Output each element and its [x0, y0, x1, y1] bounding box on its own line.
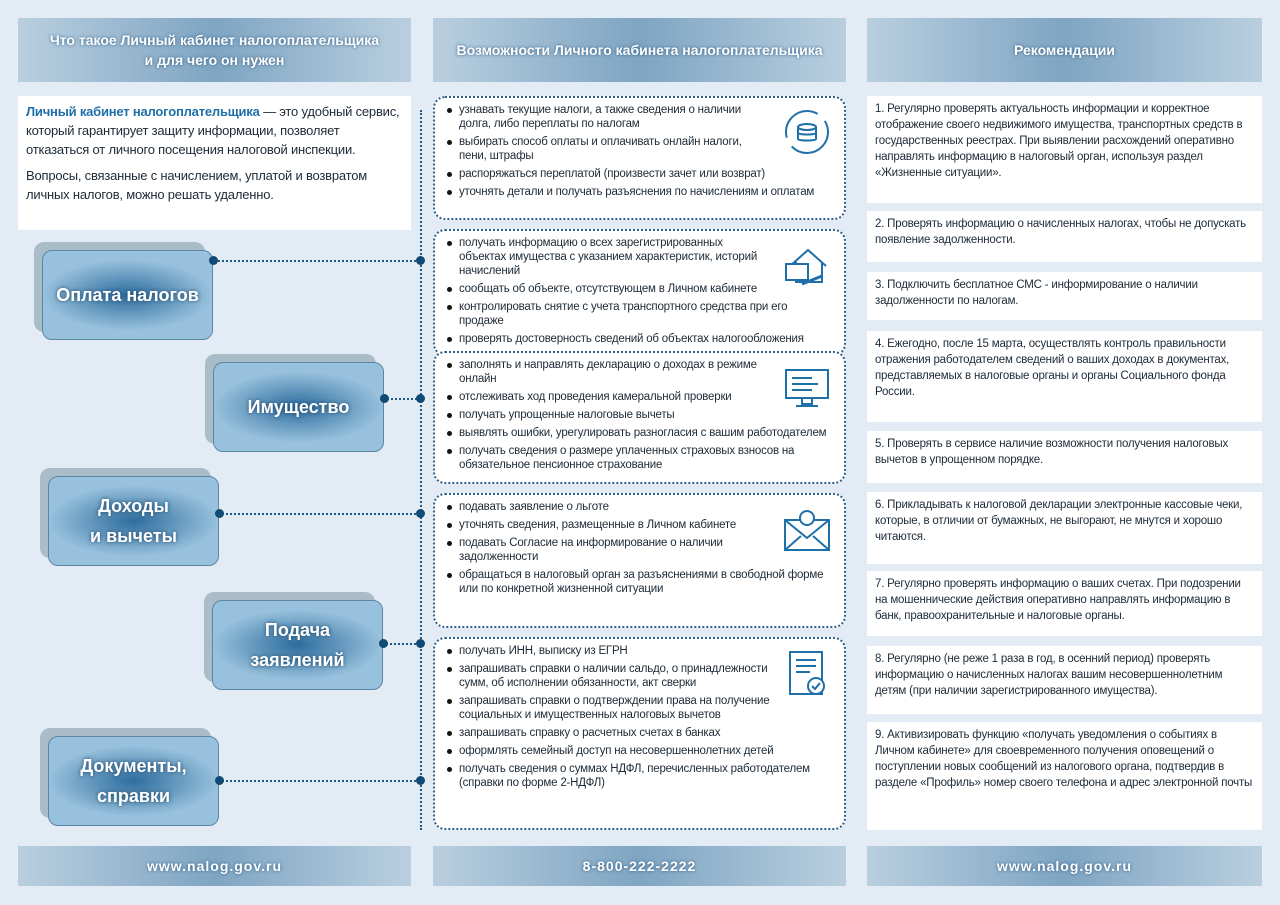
header-features: Возможности Личного кабинета налогоплательщика [433, 18, 846, 82]
recommendation-item: 4. Ежегодно, после 15 марта, осуществлять контроль правильности отражения работодателем сведений о ваших доходах в документах, представляемых в налоговые органы и органы Социального фонда России. [867, 331, 1262, 422]
recommendation-item: 6. Прикладывать к налоговой декларации электронные кассовые чеки, которые, в отличии от бумажных, не выгорают, не мнутся и хорошо читаются. [867, 492, 1262, 564]
connector-dot [416, 509, 425, 518]
feature-box [433, 351, 846, 484]
recommendation-item: 9. Активизировать функцию «получать уведомления о событиях в Личном кабинете» для своевременного получения оповещений о поступлении новых сообщений из налогового органа, подтвердив в разделе «Профиль» номер своего телефона и адрес электронной почты [867, 722, 1262, 830]
recommendation-item: 7. Регулярно проверять информацию о ваших счетах. При подозрении на мошеннические действия оперативно направлять информацию в банк, правоохранительные и налоговые органы. [867, 571, 1262, 636]
feature-item: получать сведения о размере уплаченных страховых взносов на обязательное пенсионное страхование [443, 444, 834, 472]
category-label: Доходы и вычеты [48, 476, 219, 566]
feature-box [433, 96, 846, 220]
connector-line [384, 398, 420, 400]
feature-item: узнавать текущие налоги, а также сведения о наличии долга, либо переплаты по налогам [443, 103, 834, 131]
feature-box [433, 493, 846, 628]
website-link-right[interactable]: www.nalog.gov.ru [867, 846, 1262, 886]
feature-box [433, 637, 846, 830]
feature-item: получать сведения о суммах НДФЛ, перечисленных работодателем (справки по форме 2-НДФЛ) [443, 762, 834, 790]
category-card[interactable] [42, 250, 213, 340]
connector-dot [416, 394, 425, 403]
intro-p1: — это удобный сервис, который гарантирует защиту информации, позволяет отказаться от личного посещения налоговой инспекции. [26, 104, 400, 157]
feature-item: запрашивать справки о наличии сальдо, о принадлежности сумм, об исполнении обязанности, акт сверки [443, 662, 834, 690]
intro-p2: Вопросы, связанные с начислением, уплатой и возвратом личных налогов, можно решать удаленно. [26, 168, 368, 202]
recommendation-item: 2. Проверять информацию о начисленных налогах, чтобы не допускать появление задолженности. [867, 211, 1262, 262]
feature-item: получать информацию о всех зарегистрированных объектах имущества с указанием характеристик, историй начислений [443, 236, 834, 278]
connector-dot [209, 256, 218, 265]
category-card[interactable] [48, 736, 219, 826]
feature-item: отслеживать ход проведения камеральной проверки [443, 390, 834, 404]
feature-item: получать упрощенные налоговые вычеты [443, 408, 834, 422]
category-label: Имущество [213, 362, 384, 452]
hotline-phone: 8-800-222-2222 [433, 846, 846, 886]
feature-item: уточнять сведения, размещенные в Личном кабинете [443, 518, 834, 532]
connector-line [420, 110, 422, 830]
feature-list [443, 103, 834, 199]
feature-item: подавать Согласие на информирование о наличии задолженности [443, 536, 834, 564]
header-what-is: Что такое Личный кабинет налогоплательщика и для чего он нужен [18, 18, 411, 82]
category-label: Подача заявлений [212, 600, 383, 690]
recommendation-item: 3. Подключить бесплатное СМС - информирование о наличии задолженности по налогам. [867, 272, 1262, 320]
category-label: Документы, справки [48, 736, 219, 826]
recommendation-item: 8. Регулярно (не реже 1 раза в год, в осенний период) проверять информацию о начисленных налогах вашим несовершеннолетним детям (при наличии зарегистрированного имущества). [867, 646, 1262, 714]
connector-dot [416, 256, 425, 265]
feature-item: уточнять детали и получать разъяснения по начислениям и оплатам [443, 185, 834, 199]
intro-bold: Личный кабинет налогоплательщика [26, 104, 260, 119]
connector-dot [215, 509, 224, 518]
feature-list [443, 358, 834, 472]
category-card[interactable] [213, 362, 384, 452]
recommendation-item: 5. Проверять в сервисе наличие возможности получения налоговых вычетов в упрощенном порядке. [867, 431, 1262, 483]
feature-item: выбирать способ оплаты и оплачивать онлайн налоги, пени, штрафы [443, 135, 834, 163]
feature-item: обращаться в налоговый орган за разъяснениями в свободной форме или по конкретной жизненной ситуации [443, 568, 834, 596]
feature-list [443, 644, 834, 790]
connector-dot [416, 776, 425, 785]
feature-item: проверять достоверность сведений об объектах налогообложения [443, 332, 834, 346]
feature-list [443, 500, 834, 596]
connector-dot [379, 639, 388, 648]
feature-box [433, 229, 846, 356]
feature-item: выявлять ошибки, урегулировать разногласия с вашим работодателем [443, 426, 834, 440]
connector-dot [416, 639, 425, 648]
feature-item: оформлять семейный доступ на несовершеннолетних детей [443, 744, 834, 758]
feature-item: запрашивать справки о подтверждении права на получение социальных и имущественных налоговых вычетов [443, 694, 834, 722]
feature-item: получать ИНН, выписку из ЕГРН [443, 644, 834, 658]
feature-item: контролировать снятие с учета транспортного средства при его продаже [443, 300, 834, 328]
category-card[interactable] [212, 600, 383, 690]
feature-item: подавать заявление о льготе [443, 500, 834, 514]
connector-line [213, 260, 420, 262]
connector-dot [215, 776, 224, 785]
feature-item: запрашивать справку о расчетных счетах в банках [443, 726, 834, 740]
header-recommendations: Рекомендации [867, 18, 1262, 82]
connector-line [383, 643, 420, 645]
recommendation-item: 1. Регулярно проверять актуальность информации и корректное отображение своего недвижимого имущества, транспортных средств в государственных реестрах. При выявлении расхождений оперативно направлять информацию в налоговый орган, используя раздел «Жизненные ситуации». [867, 96, 1262, 203]
connector-dot [380, 394, 389, 403]
feature-item: заполнять и направлять декларацию о доходах в режиме онлайн [443, 358, 834, 386]
website-link-left[interactable]: www.nalog.gov.ru [18, 846, 411, 886]
connector-line [219, 513, 420, 515]
connector-line [219, 780, 420, 782]
category-label: Оплата налогов [42, 250, 213, 340]
category-card[interactable] [48, 476, 219, 566]
feature-list [443, 236, 834, 346]
intro-text [18, 96, 411, 230]
feature-item: сообщать об объекте, отсутствующем в Личном кабинете [443, 282, 834, 296]
feature-item: распоряжаться переплатой (произвести зачет или возврат) [443, 167, 834, 181]
